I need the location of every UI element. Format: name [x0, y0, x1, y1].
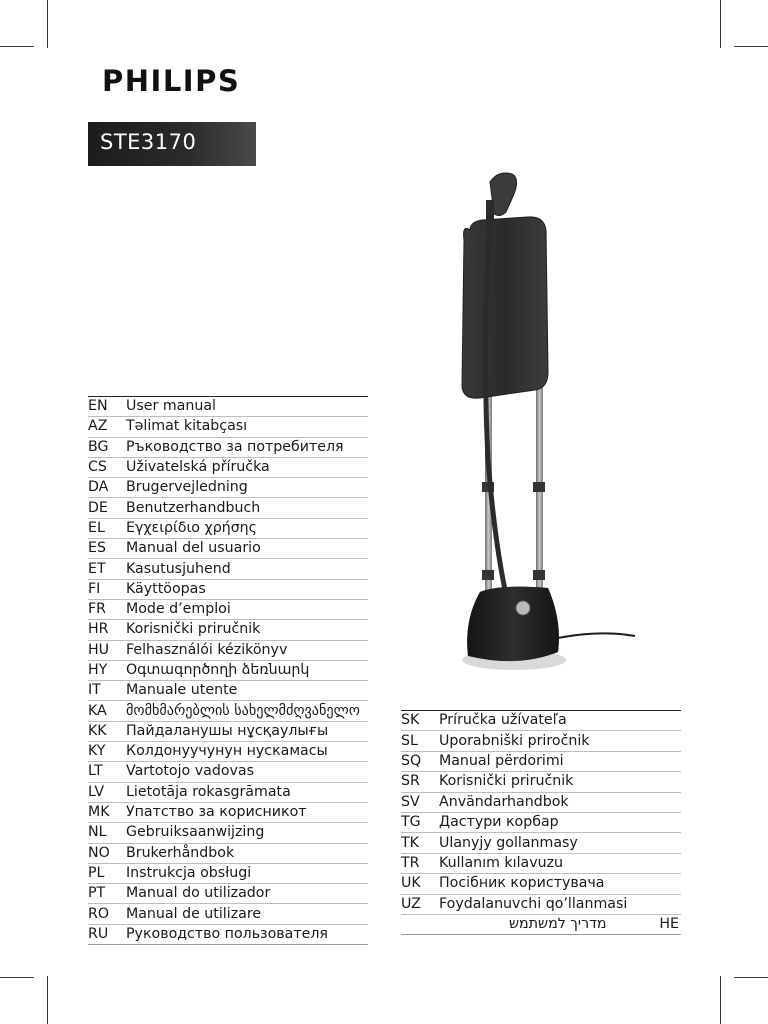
language-name: Manual del usuario [126, 540, 261, 557]
language-name: Korisnički priručnik [126, 621, 261, 638]
language-row [401, 731, 681, 751]
language-row [401, 895, 681, 915]
language-name: Пайдаланушы нұсқаулығы [126, 722, 329, 739]
language-name: Felhasználói kézikönyv [126, 641, 288, 658]
language-row [401, 874, 681, 894]
language-row [88, 559, 368, 579]
language-name: מדריך למשתמש [509, 916, 607, 933]
right-pole [536, 360, 543, 590]
language-row [88, 620, 368, 640]
language-code: NO [88, 844, 110, 861]
language-code: TK [401, 834, 419, 851]
language-code: PT [88, 885, 106, 902]
language-code: DA [88, 479, 109, 496]
language-row [401, 772, 681, 792]
control-dial [516, 601, 530, 615]
language-row [88, 641, 368, 661]
language-name: Gebruiksaanwijzing [126, 824, 265, 841]
language-name: Brugervejledning [126, 479, 248, 496]
model-number: STE3170 [100, 130, 197, 154]
philips-logo: PHILIPS [102, 64, 241, 98]
language-name: Príručka užívateľa [439, 712, 567, 729]
water-tank-base-front [467, 587, 559, 661]
language-code: HE [659, 916, 679, 933]
language-name: Benutzerhandbuch [126, 499, 261, 516]
language-code: FI [88, 580, 101, 597]
language-name: Manual do utilizador [126, 885, 271, 902]
language-code: SK [401, 712, 420, 729]
language-code: TR [401, 854, 420, 871]
language-name: Посібник користувача [439, 875, 605, 892]
language-row [88, 661, 368, 681]
language-name: Manuale utente [126, 682, 238, 699]
language-name: Käyttöopas [126, 580, 206, 597]
crop-mark [47, 0, 48, 48]
model-bar [88, 122, 256, 166]
language-name: Колдонуучунун нускамасы [126, 743, 328, 760]
brand-block [88, 46, 256, 166]
language-row [88, 701, 368, 721]
language-code: LT [88, 763, 103, 780]
crop-mark [720, 0, 721, 48]
language-name: Дастури корбар [439, 814, 559, 831]
language-row [88, 458, 368, 478]
language-name: Упатство за корисникот [126, 804, 307, 821]
language-row [401, 752, 681, 772]
language-row [401, 854, 681, 874]
language-row [88, 783, 368, 803]
language-row [88, 803, 368, 823]
crop-mark [734, 977, 768, 978]
language-code: RO [88, 905, 110, 922]
language-code: ES [88, 540, 106, 557]
language-code: BG [88, 438, 109, 455]
language-name: Εγχειρίδιο χρήσης [126, 519, 258, 536]
language-name: Kullanım kılavuzu [439, 854, 564, 871]
language-row [401, 833, 681, 853]
pole-clip [533, 570, 545, 580]
language-name: Uživatelská příručka [126, 459, 270, 476]
language-row [88, 519, 368, 539]
crop-mark [47, 976, 48, 1024]
crop-mark [0, 977, 34, 978]
language-list-right [401, 710, 681, 935]
language-code: SR [401, 773, 420, 790]
language-name: Manual përdorimi [439, 752, 564, 769]
language-row [401, 813, 681, 833]
language-name: Օգտագործողի ձեռնարկ [126, 662, 310, 678]
language-code: KA [88, 702, 107, 719]
language-row [88, 904, 368, 924]
language-name: მომხმარებლის სახელმძღვანელო [126, 702, 360, 719]
language-row [88, 762, 368, 782]
language-name: Təlimat kitabçası [126, 418, 248, 435]
language-row [88, 478, 368, 498]
language-row [88, 823, 368, 843]
garment-steamer-illustration [440, 160, 650, 680]
language-code: IT [88, 682, 101, 699]
language-row [88, 844, 368, 864]
language-row [88, 580, 368, 600]
language-row [88, 397, 368, 417]
language-code: NL [88, 824, 107, 841]
language-row-rtl [401, 915, 681, 935]
language-code: SL [401, 732, 418, 749]
language-name: Brukerhåndbok [126, 844, 235, 861]
language-row [401, 793, 681, 813]
language-code: ET [88, 560, 106, 577]
language-name: Användarhandbok [439, 793, 569, 810]
language-name: Ръководство за потребителя [126, 438, 344, 455]
language-list-left [88, 396, 368, 945]
language-row [88, 742, 368, 762]
language-name: Vartotojo vadovas [126, 763, 255, 780]
language-row [88, 539, 368, 559]
language-code: LV [88, 783, 105, 800]
language-name: Foydalanuvchi qo’llanmasi [439, 895, 628, 912]
language-name: Instrukcja obsługi [126, 864, 252, 881]
ironing-board [462, 217, 548, 398]
language-code: UZ [401, 895, 421, 912]
language-code: PL [88, 864, 105, 881]
language-code: EN [88, 398, 108, 415]
language-name: Ulanyjy gollanmasy [439, 834, 578, 851]
language-row [88, 438, 368, 458]
language-code: CS [88, 459, 107, 476]
language-row [88, 600, 368, 620]
language-code: UK [401, 875, 421, 892]
language-name: Manual de utilizare [126, 905, 262, 922]
language-code: KY [88, 743, 106, 760]
language-code: SQ [401, 752, 422, 769]
language-code: RU [88, 925, 109, 942]
language-row [88, 417, 368, 437]
language-code: DE [88, 499, 108, 516]
language-code: HR [88, 621, 109, 638]
pole-clip [482, 570, 494, 580]
language-code: KK [88, 722, 107, 739]
language-name: Korisnički priručnik [439, 773, 574, 790]
language-name: Lietotāja rokasgrāmata [126, 783, 291, 800]
power-cord [558, 633, 635, 638]
language-row [88, 681, 368, 701]
language-name: Mode d’emploi [126, 601, 231, 618]
language-name: Руководство пользователя [126, 925, 328, 942]
language-code: FR [88, 601, 107, 618]
language-code: HU [88, 641, 110, 658]
language-code: MK [88, 804, 110, 821]
crop-mark [720, 976, 721, 1024]
language-code: AZ [88, 418, 108, 435]
language-code: TG [401, 814, 421, 831]
language-code: EL [88, 519, 105, 536]
crop-mark [0, 46, 34, 47]
language-code: SV [401, 793, 420, 810]
language-row [88, 722, 368, 742]
language-row [88, 884, 368, 904]
language-name: Uporabniški priročnik [439, 732, 590, 749]
crop-mark [734, 46, 768, 47]
pole-clip [533, 482, 545, 492]
language-row [88, 498, 368, 518]
language-row [88, 925, 368, 945]
language-code: HY [88, 662, 108, 678]
language-row [401, 711, 681, 731]
language-row [88, 864, 368, 884]
language-name: User manual [126, 398, 216, 415]
language-name: Kasutusjuhend [126, 560, 231, 577]
